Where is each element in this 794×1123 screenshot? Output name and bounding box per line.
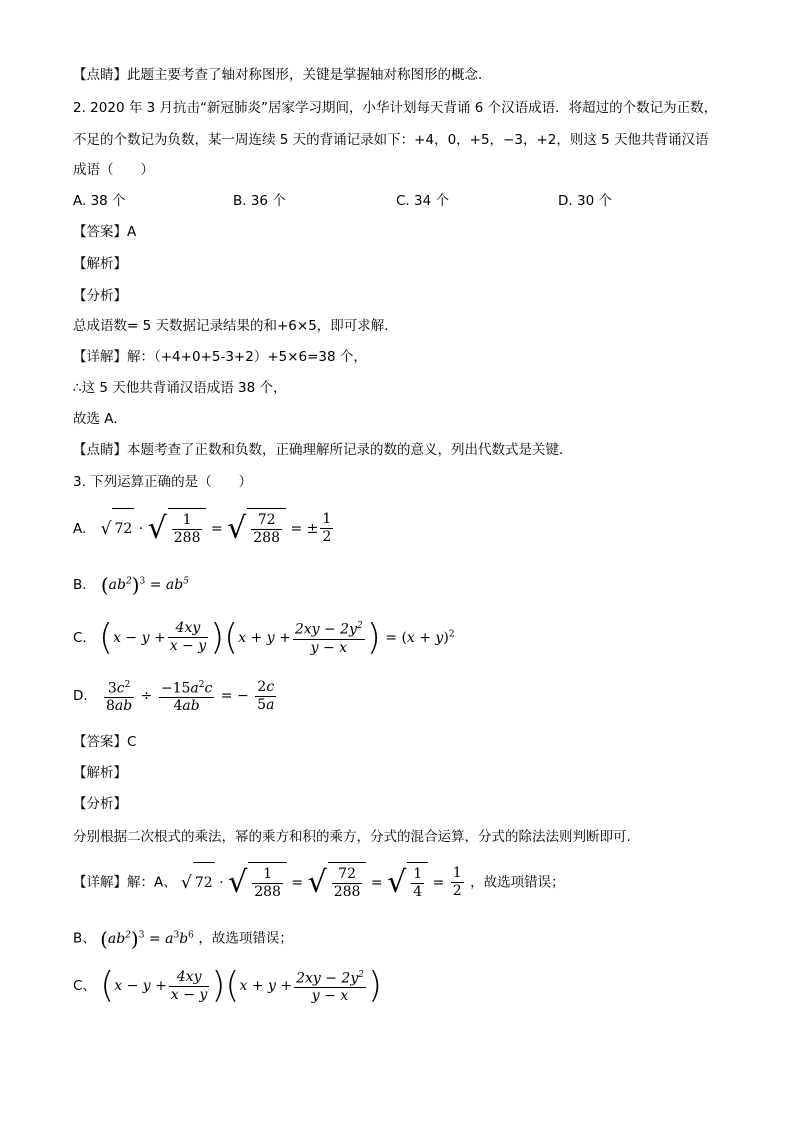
q3-option-b <box>73 570 189 596</box>
q2-option-c: C. 34 个 <box>396 193 449 209</box>
q3-option-c <box>73 612 455 660</box>
q3-detail-c <box>73 964 382 1008</box>
q3-detail-a <box>73 862 565 903</box>
q3-option-c-formula: (x − y + $\frac{4xy}{x - y}$ )(x + y + $\frac{2xy - 2y^2}{y - x}$ ) = $(x + y)^2$ <box>99 616 455 658</box>
q2-answer: 【答案】A <box>73 224 137 240</box>
q3-option-a-formula: √ 72 · √ $\frac{1}{288}$ = √ $\frac{72}{288}$ = ± $\frac{1}{2}$ <box>101 521 336 537</box>
q2-stem-line3: 成语（ ） <box>73 162 154 178</box>
q2-fenxi-text: 总成语数= 5 天数据记录结果的和+6×5，即可求解． <box>73 318 398 334</box>
q3-option-d-label: D. <box>73 688 88 704</box>
q3-detail-b-prefix: B、 <box>73 930 96 947</box>
q2-detail: 【详解】解：（+4+0+5-3+2）+5×6=38 个， <box>73 349 367 365</box>
q2-option-a: A. 38 个 <box>73 193 126 209</box>
q3-detail-c-formula: (x − y + $\frac{4xy}{x - y}$ )(x + y + $\frac{2xy - 2y^2}{y - x}$ ) <box>100 965 383 1006</box>
q2-tips: 【点睛】本题考查了正数和负数，正确理解所记录的数的意义，列出代数式是关键． <box>73 442 573 458</box>
q3-answer: 【答案】C <box>73 734 137 750</box>
q3-detail-c-prefix: C、 <box>73 978 96 994</box>
q3-fenxi-text: 分别根据二次根式的乘法，幂的乘方和积的乘方，分式的混合运算，分式的除法法则判断即可. <box>73 829 631 845</box>
q2-therefore: ∴这 5 天他共背诵汉语成语 38 个， <box>73 380 287 396</box>
q3-fenxi-heading: 【分析】 <box>73 796 127 812</box>
q2-option-d: D. 30 个 <box>558 193 612 209</box>
q3-option-a-label: A. <box>73 520 87 537</box>
tips-line-q1: 【点睛】此题主要考查了轴对称图形，关键是掌握轴对称图形的概念． <box>73 67 492 83</box>
q3-detail-b-suffix: ，故选项错误； <box>198 930 293 947</box>
q3-detail-a-formula: √ 72 · √ $\frac{1}{288}$ = √ $\frac{72}{288}$ = √ $\frac{1}{4}$ = $\frac{1}{2}$ <box>181 875 470 891</box>
q3-option-c-label: C. <box>73 629 87 646</box>
q2-option-b: B. 36 个 <box>233 193 286 209</box>
q3-option-d <box>73 676 278 716</box>
q3-option-d-formula: $\frac{3c^2}{8ab}$ ÷ $\frac{-15a^2c}{4ab}$ = − $\frac{2c}{5a}$ <box>105 678 275 715</box>
q3-analysis-heading: 【解析】 <box>73 765 127 781</box>
q3-option-b-formula: $(ab^2)^3 = ab^5$ <box>100 572 189 597</box>
q2-choose: 故选 A. <box>73 411 118 427</box>
q2-stem-line1: 2. 2020 年 3 月抗击“新冠肺炎”居家学习期间，小华计划每天背诵 6 个汉语成语．将超过的个数记为正数， <box>73 100 718 116</box>
q3-option-a <box>73 508 335 549</box>
q3-detail-b <box>73 924 293 950</box>
q3-detail-a-prefix: 【详解】解：A、 <box>73 874 177 891</box>
q2-analysis-heading: 【解析】 <box>73 256 127 272</box>
q3-detail-b-formula: $(ab^2)^3 = a^3b^6$ <box>100 926 194 951</box>
q3-detail-a-suffix: ，故选项错误； <box>470 874 565 891</box>
q2-fenxi-heading: 【分析】 <box>73 288 127 304</box>
q2-stem-line2: 不足的个数记为负数，某一周连续 5 天的背诵记录如下：+4，0，+5，−3，+2，则这 5 天他共背诵汉语 <box>73 132 709 148</box>
q3-stem: 3. 下列运算正确的是（ ） <box>73 474 253 490</box>
q3-option-b-label: B. <box>73 576 87 593</box>
